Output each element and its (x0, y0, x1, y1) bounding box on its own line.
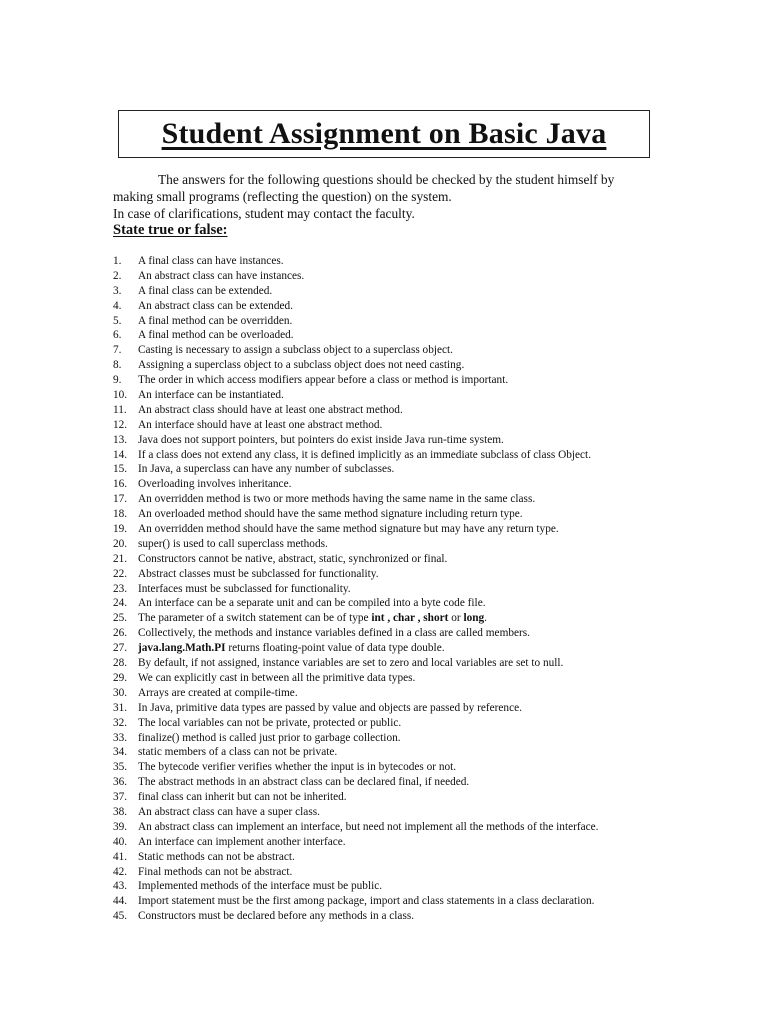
question-text: An interface can be a separate unit and can be compiled into a byte code file. (138, 597, 486, 610)
question-text: If a class does not extend any class, it is defined implicitly as an immediate subclass of class Object. (138, 448, 592, 461)
question-text: In Java, primitive data types are passed by value and objects are passed by reference. (138, 701, 522, 714)
question-text-part: returns floating-point value of data type double. (225, 642, 445, 655)
question-number: 27. (113, 642, 128, 655)
question-text: An overridden method should have the same method signature but may have any return type. (138, 523, 559, 536)
question-number: 31. (113, 701, 128, 714)
question-item (113, 745, 658, 760)
question-text: Java does not support pointers, but pointers do exist inside Java run-time system. (138, 433, 504, 446)
page-title: Student Assignment on Basic Java (161, 117, 607, 150)
question-text: By default, if not assigned, instance variables are set to zero and local variables are set to null. (138, 657, 564, 670)
question-number: 30. (113, 686, 128, 699)
question-text: finalize() method is called just prior to garbage collection. (138, 731, 401, 744)
question-number: 43. (113, 880, 128, 893)
question-text: An interface can implement another interface. (138, 835, 346, 848)
question-item (113, 552, 658, 567)
question-text (138, 641, 658, 656)
question-number: 8. (113, 359, 122, 372)
question-text: Interfaces must be subclassed for functionality. (138, 582, 351, 595)
question-number: 12. (113, 418, 128, 431)
question-keyword: java.lang.Math.PI (138, 642, 226, 655)
question-text: Casting is necessary to assign a subclass object to a superclass object. (138, 344, 453, 357)
question-item (113, 328, 658, 343)
question-text: Arrays are created at compile-time. (138, 686, 298, 699)
question-text: Final methods can not be abstract. (138, 865, 293, 878)
question-item (113, 492, 658, 507)
question-number: 2. (113, 269, 122, 282)
question-number: 29. (113, 671, 128, 684)
question-number: 45. (113, 910, 128, 923)
question-keyword: long (463, 612, 485, 625)
question-text: An interface should have at least one abstract method. (138, 418, 383, 431)
question-text-part: or (448, 612, 464, 625)
question-item (113, 373, 658, 388)
question-text: A final method can be overloaded. (138, 329, 294, 342)
question-number: 35. (113, 761, 128, 774)
question-text: An overridden method is two or more methods having the same name in the same class. (138, 493, 536, 506)
question-number: 33. (113, 731, 128, 744)
question-text: An abstract class can have a super class. (138, 805, 320, 818)
question-item (113, 909, 658, 924)
question-number: 5. (113, 314, 122, 327)
question-item (113, 418, 658, 433)
question-text: An abstract class can be extended. (138, 299, 293, 312)
question-keyword: int , char , short (371, 612, 449, 625)
question-text: Overloading involves inheritance. (138, 478, 292, 491)
question-text: The order in which access modifiers appear before a class or method is important. (138, 374, 509, 387)
question-number: 42. (113, 865, 128, 878)
section-heading: State true or false: (113, 222, 228, 238)
question-text: static members of a class can not be private. (138, 746, 338, 759)
question-item (113, 403, 658, 418)
question-item (113, 448, 658, 463)
question-number: 26. (113, 627, 128, 640)
question-item (113, 343, 658, 358)
question-number: 32. (113, 716, 128, 729)
question-number: 13. (113, 433, 128, 446)
question-text: super() is used to call superclass methods. (138, 537, 328, 550)
question-number: 24. (113, 597, 128, 610)
question-item (113, 894, 658, 909)
question-text: final class can inherit but can not be inherited. (138, 791, 347, 804)
question-text: An abstract class should have at least one abstract method. (138, 403, 403, 416)
question-item (113, 477, 658, 492)
question-item (113, 716, 658, 731)
question-item (113, 641, 658, 656)
question-item (113, 284, 658, 299)
question-number: 4. (113, 299, 122, 312)
question-number: 22. (113, 567, 128, 580)
question-number: 36. (113, 776, 128, 789)
question-text: A final class can be extended. (138, 284, 273, 297)
question-text: The bytecode verifier verifies whether the input is in bytecodes or not. (138, 761, 457, 774)
question-list (113, 254, 658, 924)
question-text (138, 611, 658, 626)
question-item (113, 760, 658, 775)
question-item (113, 388, 658, 403)
question-text: Constructors must be declared before any methods in a class. (138, 910, 415, 923)
question-text: In Java, a superclass can have any number of subclasses. (138, 463, 395, 476)
question-item (113, 269, 658, 284)
question-number: 16. (113, 478, 128, 491)
question-text: Assigning a superclass object to a subclass object does not need casting. (138, 359, 465, 372)
question-number: 11. (113, 403, 127, 416)
question-text-part: The parameter of a switch statement can be of type (138, 612, 372, 625)
question-number: 10. (113, 389, 128, 402)
question-item (113, 626, 658, 641)
question-number: 18. (113, 508, 128, 521)
question-item (113, 537, 658, 552)
question-number: 20. (113, 537, 128, 550)
question-item (113, 656, 658, 671)
question-number: 28. (113, 657, 128, 670)
question-item (113, 299, 658, 314)
question-item (113, 686, 658, 701)
question-number: 14. (113, 448, 128, 461)
question-item (113, 835, 658, 850)
question-text: The abstract methods in an abstract class can be declared final, if needed. (138, 776, 470, 789)
question-item (113, 433, 658, 448)
question-item (113, 790, 658, 805)
question-text: A final class can have instances. (138, 255, 284, 267)
question-text: Abstract classes must be subclassed for functionality. (138, 567, 379, 580)
question-text: Implemented methods of the interface must be public. (138, 880, 383, 893)
question-item (113, 820, 658, 835)
question-item (113, 254, 658, 269)
question-item (113, 850, 658, 865)
question-item (113, 582, 658, 597)
question-number: 44. (113, 895, 128, 908)
question-number: 40. (113, 835, 128, 848)
question-number: 9. (113, 374, 122, 387)
question-item (113, 358, 658, 373)
question-number: 38. (113, 805, 128, 818)
question-item (113, 701, 658, 716)
question-number: 7. (113, 344, 122, 357)
question-number: 21. (113, 552, 128, 565)
question-text: Collectively, the methods and instance variables defined in a class are called members. (138, 627, 531, 640)
question-item (113, 879, 658, 894)
question-text: An abstract class can implement an interface, but need not implement all the methods of the interface. (138, 820, 599, 833)
intro-contact-note: In case of clarifications, student may contact the faculty. (113, 206, 415, 221)
question-number: 34. (113, 746, 128, 759)
question-item (113, 775, 658, 790)
question-text: An overloaded method should have the same method signature including return type. (138, 508, 523, 521)
question-text: An interface can be instantiated. (138, 389, 284, 402)
question-item (113, 865, 658, 880)
question-text: Constructors cannot be native, abstract, static, synchronized or final. (138, 552, 448, 565)
question-item (113, 731, 658, 746)
question-item (113, 522, 658, 537)
question-item (113, 805, 658, 820)
question-item (113, 507, 658, 522)
question-number: 19. (113, 523, 128, 536)
question-number: 15. (113, 463, 128, 476)
question-number: 37. (113, 791, 128, 804)
question-item (113, 314, 658, 329)
question-number: 17. (113, 493, 128, 506)
question-item (113, 567, 658, 582)
question-item (113, 671, 658, 686)
question-item (113, 596, 658, 611)
question-text: We can explicitly cast in between all the primitive data types. (138, 671, 416, 684)
question-number: 39. (113, 820, 128, 833)
question-text: A final method can be overridden. (138, 314, 293, 327)
question-text: An abstract class can have instances. (138, 269, 305, 282)
title-box (118, 110, 650, 158)
question-number: 41. (113, 850, 128, 863)
question-text: Static methods can not be abstract. (138, 850, 295, 863)
intro-paragraph (113, 171, 643, 222)
question-number: 25. (113, 612, 128, 625)
question-number: 3. (113, 284, 122, 297)
question-number: 23. (113, 582, 128, 595)
question-item (113, 462, 658, 477)
question-text: Import statement must be the first among package, import and class statements in a class declaration. (138, 895, 595, 908)
question-number: 1. (113, 255, 122, 267)
question-text-part: . (484, 612, 487, 625)
question-number: 6. (113, 329, 122, 342)
question-text: The local variables can not be private, protected or public. (138, 716, 402, 729)
question-item (113, 611, 658, 626)
intro-instructions: The answers for the following questions should be checked by the student himself by making small programs (reflecting the question) on the system. (113, 172, 615, 204)
